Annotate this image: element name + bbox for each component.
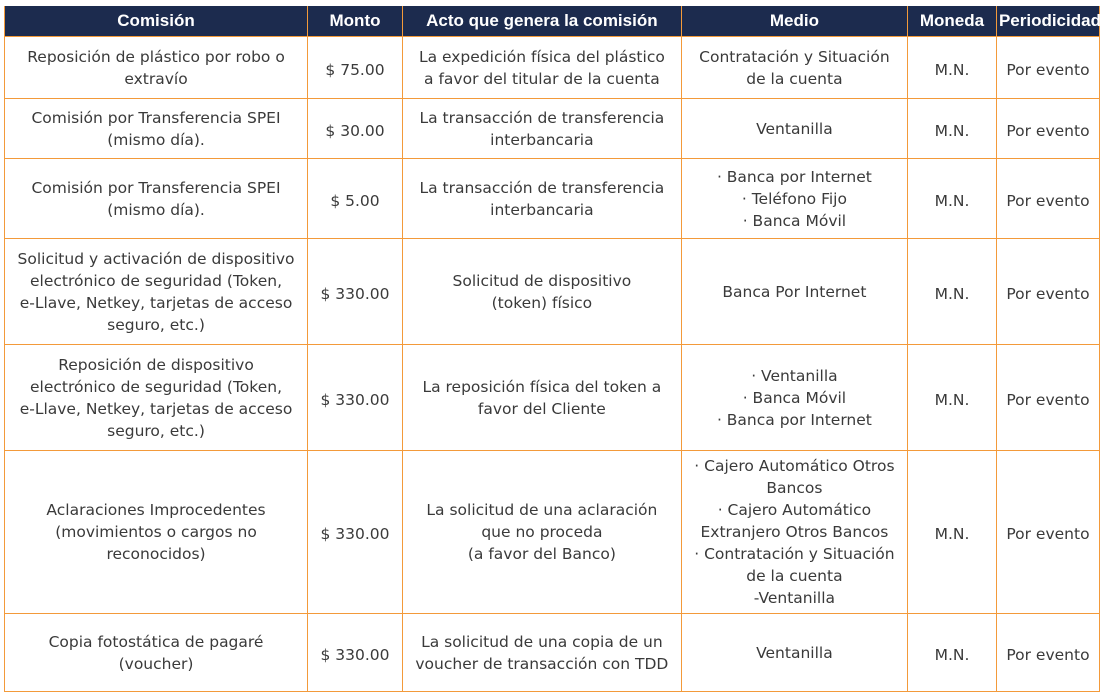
- cell-medio-line: de la cuenta: [746, 567, 843, 585]
- cell-comision-line: extravío: [124, 69, 188, 88]
- cell-medio: [681, 37, 907, 99]
- table-header: [5, 6, 1100, 37]
- cell-acto-line: Solicitud de dispositivo: [452, 271, 632, 290]
- cell-monto: $ 330.00: [308, 614, 403, 692]
- cell-acto-line: interbancaria: [490, 130, 594, 149]
- cell-comision: [5, 614, 308, 692]
- cell-acto: [402, 614, 681, 692]
- cell-moneda: M.N.: [908, 99, 997, 159]
- cell-comision-line: seguro, etc.): [107, 315, 205, 334]
- cell-comision-line: e-Llave, Netkey, tarjetas de acceso: [19, 293, 293, 312]
- cell-comision: [5, 451, 308, 614]
- cell-acto-line: (a favor del Banco): [467, 545, 616, 563]
- cell-periodicidad: Por evento: [996, 159, 1099, 239]
- cell-comision-line: Reposición de dispositivo: [58, 355, 254, 374]
- cell-periodicidad: Por evento: [996, 451, 1099, 614]
- cell-acto-line: La transacción de transferencia: [419, 108, 665, 127]
- cell-acto-line: La reposición física del token a: [422, 377, 662, 396]
- cell-acto: [402, 239, 681, 345]
- cell-acto-line: La expedición física del plástico: [418, 47, 665, 66]
- cell-moneda: M.N.: [908, 239, 997, 345]
- cell-medio-line: · Cajero Automático: [717, 501, 872, 519]
- header-comision: Comisión: [5, 6, 308, 37]
- cell-medio-line: Contratación y Situación: [699, 47, 890, 66]
- cell-periodicidad: Por evento: [996, 614, 1099, 692]
- cell-comision: [5, 345, 308, 451]
- cell-acto: [402, 345, 681, 451]
- cell-medio: [681, 345, 907, 451]
- header-periodicidad: Periodicidad: [996, 6, 1099, 37]
- cell-comision: [5, 239, 308, 345]
- cell-moneda: M.N.: [908, 614, 997, 692]
- cell-medio: [681, 614, 907, 692]
- cell-medio: [681, 451, 907, 614]
- cell-comision-line: Comisión por Transferencia SPEI: [31, 178, 281, 197]
- cell-medio-line: · Banca por Internet: [716, 410, 872, 429]
- cell-acto: [402, 159, 681, 239]
- cell-medio-line: -Ventanilla: [753, 589, 836, 607]
- cell-medio-line: · Banca Móvil: [742, 388, 847, 407]
- cell-acto-line: favor del Cliente: [477, 399, 606, 418]
- cell-medio-line: Ventanilla: [756, 643, 833, 662]
- cell-comision-line: (voucher): [118, 654, 194, 673]
- cell-monto: $ 30.00: [308, 99, 403, 159]
- cell-comision-line: (mismo día).: [107, 200, 205, 219]
- cell-comision-line: e-Llave, Netkey, tarjetas de acceso: [19, 399, 293, 418]
- commission-table: [4, 6, 1100, 692]
- cell-acto-line: que no proceda: [481, 523, 603, 541]
- cell-acto: [402, 99, 681, 159]
- header-medio: Medio: [681, 6, 907, 37]
- cell-comision-line: seguro, etc.): [107, 421, 205, 440]
- cell-medio-line: · Banca Móvil: [742, 211, 847, 230]
- cell-monto: $ 330.00: [308, 451, 403, 614]
- header-row: [5, 6, 1100, 37]
- cell-acto-line: (token) físico: [491, 293, 593, 312]
- cell-medio: [681, 239, 907, 345]
- table-body: [5, 37, 1100, 692]
- cell-monto: $ 330.00: [308, 239, 403, 345]
- cell-medio-line: Banca Por Internet: [722, 282, 867, 301]
- cell-medio-line: · Teléfono Fijo: [741, 189, 847, 208]
- cell-comision-line: electrónico de seguridad (Token,: [30, 271, 283, 290]
- table-row: [5, 159, 1100, 239]
- cell-acto-line: a favor del titular de la cuenta: [424, 69, 660, 88]
- cell-acto-line: voucher de transacción con TDD: [415, 654, 669, 673]
- cell-comision-line: (mismo día).: [107, 130, 205, 149]
- cell-monto: $ 5.00: [308, 159, 403, 239]
- cell-comision-line: (movimientos o cargos no: [55, 523, 257, 541]
- table-row: [5, 37, 1100, 99]
- table-row: [5, 345, 1100, 451]
- cell-comision: [5, 37, 308, 99]
- cell-periodicidad: Por evento: [996, 37, 1099, 99]
- cell-acto: [402, 451, 681, 614]
- cell-acto: [402, 37, 681, 99]
- cell-medio-line: de la cuenta: [746, 69, 843, 88]
- cell-moneda: M.N.: [908, 451, 997, 614]
- cell-acto-line: La solicitud de una copia de un: [421, 632, 663, 651]
- cell-comision-line: Aclaraciones Improcedentes: [46, 501, 266, 519]
- cell-comision: [5, 159, 308, 239]
- cell-comision-line: Copia fotostática de pagaré: [48, 632, 264, 651]
- cell-comision: [5, 99, 308, 159]
- cell-acto-line: interbancaria: [490, 200, 594, 219]
- cell-moneda: M.N.: [908, 37, 997, 99]
- table-row: [5, 451, 1100, 614]
- cell-medio-line: Ventanilla: [756, 119, 833, 138]
- header-monto: Monto: [308, 6, 403, 37]
- cell-periodicidad: Por evento: [996, 345, 1099, 451]
- cell-acto-line: La transacción de transferencia: [419, 178, 665, 197]
- cell-monto: $ 330.00: [308, 345, 403, 451]
- cell-comision-line: reconocidos): [106, 545, 206, 563]
- cell-periodicidad: Por evento: [996, 99, 1099, 159]
- commission-table-container: [4, 6, 1100, 692]
- table-row: [5, 239, 1100, 345]
- cell-comision-line: Solicitud y activación de dispositivo: [17, 249, 295, 268]
- cell-moneda: M.N.: [908, 159, 997, 239]
- cell-medio: [681, 159, 907, 239]
- cell-medio-line: · Banca por Internet: [716, 167, 872, 186]
- table-row: [5, 99, 1100, 159]
- cell-medio-line: Bancos: [766, 479, 823, 497]
- header-moneda: Moneda: [908, 6, 997, 37]
- cell-medio-line: Extranjero Otros Bancos: [700, 523, 889, 541]
- table-row: [5, 614, 1100, 692]
- cell-medio-line: · Cajero Automático Otros: [694, 457, 895, 475]
- cell-periodicidad: Por evento: [996, 239, 1099, 345]
- cell-medio: [681, 99, 907, 159]
- cell-monto: $ 75.00: [308, 37, 403, 99]
- cell-medio-line: · Contratación y Situación: [694, 545, 895, 563]
- cell-comision-line: Reposición de plástico por robo o: [27, 47, 285, 66]
- header-acto: Acto que genera la comisión: [402, 6, 681, 37]
- cell-acto-line: La solicitud de una aclaración: [426, 501, 658, 519]
- cell-comision-line: electrónico de seguridad (Token,: [30, 377, 283, 396]
- cell-medio-line: · Ventanilla: [751, 366, 838, 385]
- cell-comision-line: Comisión por Transferencia SPEI: [31, 108, 281, 127]
- cell-moneda: M.N.: [908, 345, 997, 451]
